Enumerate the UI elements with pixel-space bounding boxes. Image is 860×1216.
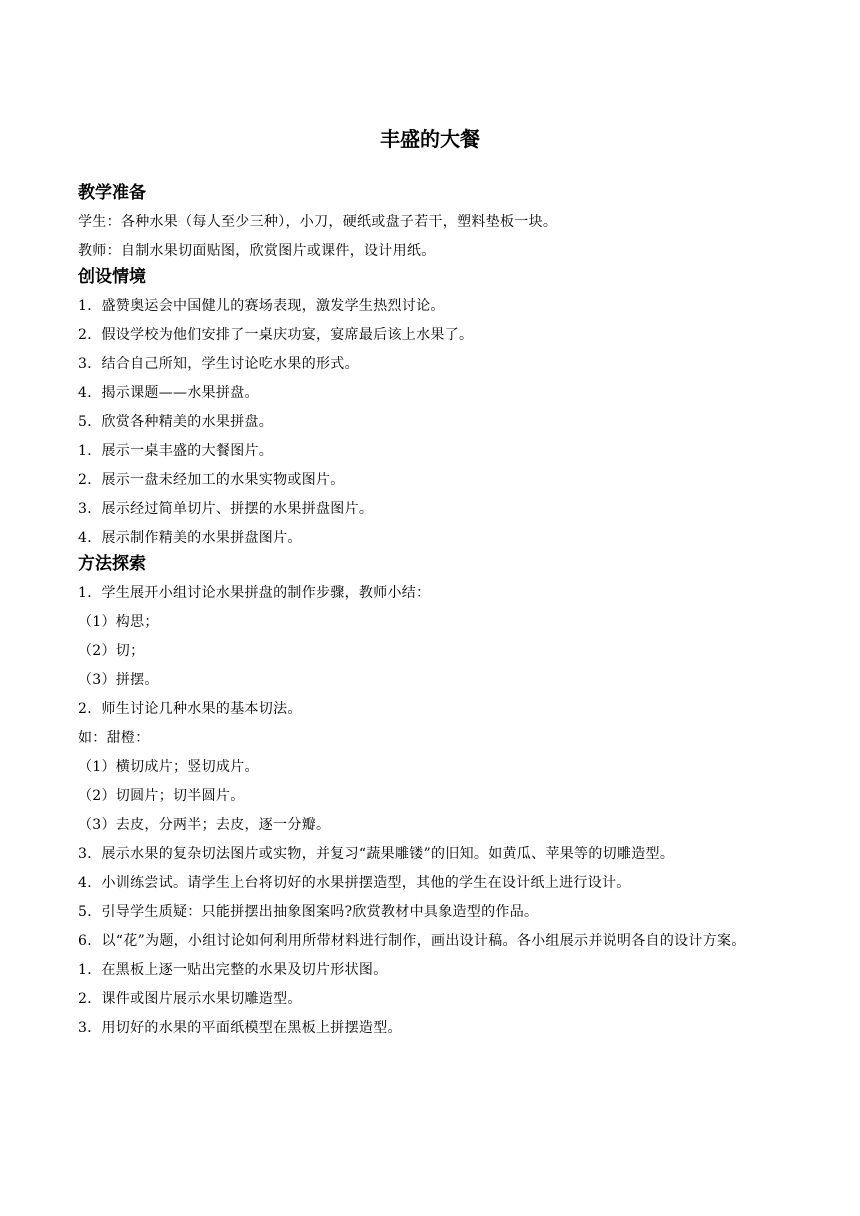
paragraph: 1．学生展开小组讨论水果拼盘的制作步骤，教师小结： bbox=[78, 585, 431, 601]
section-heading: 创设情境 bbox=[78, 267, 146, 287]
paragraph: （3）去皮，分两半；去皮，逐一分瓣。 bbox=[78, 817, 331, 833]
paragraph: 4．揭示课题——水果拼盘。 bbox=[78, 385, 259, 401]
paragraph: （1）构思； bbox=[78, 614, 159, 630]
paragraph: 4．小训练尝试。请学生上台将切好的水果拼摆造型，其他的学生在设计纸上进行设计。 bbox=[78, 875, 631, 891]
paragraph: 3．用切好的水果的平面纸模型在黑板上拼摆造型。 bbox=[78, 1020, 402, 1036]
paragraph: （3）拼摆。 bbox=[78, 672, 159, 688]
paragraph: 3．结合自己所知，学生讨论吃水果的形式。 bbox=[78, 356, 359, 372]
section-heading: 教学准备 bbox=[78, 183, 146, 203]
paragraph: 1．展示一桌丰盛的大餐图片。 bbox=[78, 443, 274, 459]
paragraph: 2．展示一盘未经加工的水果实物或图片。 bbox=[78, 472, 345, 488]
section-heading: 方法探索 bbox=[78, 554, 146, 574]
paragraph: 3．展示水果的复杂切法图片或实物，并复习“蔬果雕镂”的旧知。如黄瓜、苹果等的切雕造型。 bbox=[78, 846, 675, 862]
paragraph: 1．在黑板上逐一贴出完整的水果及切片形状图。 bbox=[78, 962, 388, 978]
paragraph: 2．师生讨论几种水果的基本切法。 bbox=[78, 701, 302, 717]
paragraph: 3．展示经过简单切片、拼摆的水果拼盘图片。 bbox=[78, 501, 374, 517]
section-preparation bbox=[78, 182, 782, 266]
paragraph: （2）切； bbox=[78, 643, 145, 659]
paragraph: 4．展示制作精美的水果拼盘图片。 bbox=[78, 530, 302, 546]
paragraph: 教师：自制水果切面贴图，欣赏图片或课件，设计用纸。 bbox=[78, 243, 436, 259]
paragraph: 如：甜橙： bbox=[78, 730, 150, 746]
paragraph: 5．欣赏各种精美的水果拼盘。 bbox=[78, 414, 274, 430]
paragraph: （2）切圆片；切半圆片。 bbox=[78, 788, 245, 804]
paragraph: 学生：各种水果（每人至少三种），小刀，硬纸或盘子若干，塑料垫板一块。 bbox=[78, 214, 558, 230]
paragraph: 2．课件或图片展示水果切雕造型。 bbox=[78, 991, 302, 1007]
paragraph: 6．以“花”为题，小组讨论如何利用所带材料进行制作，画出设计稿。各小组展示并说明各自的设计方案。 bbox=[78, 933, 746, 949]
document-body bbox=[78, 124, 782, 1043]
document-title: 丰盛的大餐 bbox=[380, 127, 480, 151]
paragraph: 1．盛赞奥运会中国健儿的赛场表现，激发学生热烈讨论。 bbox=[78, 298, 445, 314]
paragraph: 5．引导学生质疑：只能拼摆出抽象图案吗?欣赏教材中具象造型的作品。 bbox=[78, 904, 539, 920]
section-scenario bbox=[78, 266, 782, 553]
paragraph: 2．假设学校为他们安排了一桌庆功宴，宴席最后该上水果了。 bbox=[78, 327, 474, 343]
paragraph: （1）横切成片；竖切成片。 bbox=[78, 759, 259, 775]
section-method-exploration bbox=[78, 553, 782, 1043]
